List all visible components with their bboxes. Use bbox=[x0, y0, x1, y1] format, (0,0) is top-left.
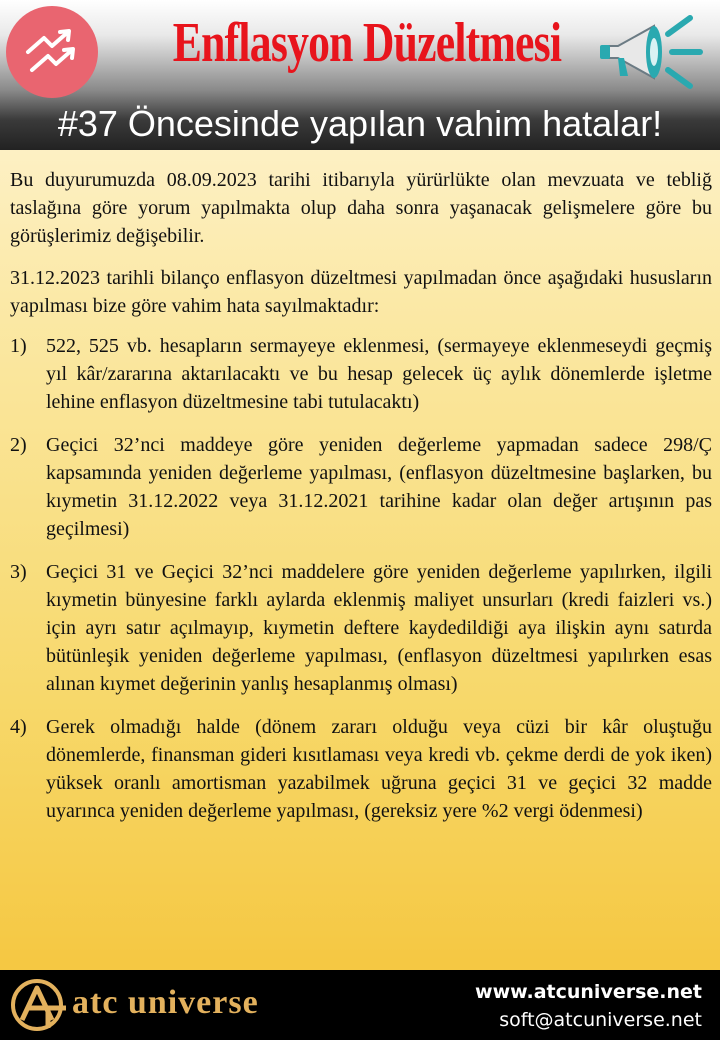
main-content bbox=[10, 166, 712, 840]
list-item bbox=[10, 713, 712, 825]
brand-name: atc universe bbox=[72, 984, 259, 1021]
intro-paragraph: Bu duyurumuzda 08.09.2023 tarihi itibarıyla yürürlükte olan mevzuata ve tebliğ taslağına göre yorum yapılmakta olup daha sonra yaşanacak gelişmelere göre bu görüşlerimiz değişebilir. bbox=[10, 169, 712, 247]
contact-block bbox=[442, 978, 702, 1034]
list-item-text: Gerek olmadığı halde (dönem zararı olduğu veya cüzi bir kâr oluştuğu dönemlerde, finansman gideri kısıtlaması veya kredi vb. çekme derdi de yok iken) yüksek oranlı amortisman yazabilmek uğruna geçici 31 ve geçici 32 madde uyarınca yeniden değerleme yapılması, (gereksiz yere %2 vergi ödenmesi) bbox=[46, 716, 712, 822]
megaphone-icon bbox=[596, 12, 706, 92]
lead-paragraph: 31.12.2023 tarihli bilanço enflasyon düzeltmesi yapılmadan önce aşağıdaki hususların yapılması bize göre vahim hata sayılmaktadır: bbox=[10, 267, 712, 317]
list-item-text: Geçici 32’nci maddeye göre yeniden değerleme yapmadan sadece 298/Ç kapsamında yeniden değerleme yapılması, (enflasyon düzeltmesine başlarken, bu kıymetin 31.12.2022 veya 31.12.2021 tarihine kadar olan değer artışının pas geçilmesi) bbox=[46, 434, 712, 540]
list-item-number: 1) bbox=[10, 335, 27, 357]
list-item bbox=[10, 431, 712, 543]
list-item bbox=[10, 332, 712, 416]
list-item-number: 2) bbox=[10, 434, 27, 456]
page-subtitle: #37 Öncesinde yapılan vahim hatalar! bbox=[57, 103, 663, 144]
footer-bar bbox=[0, 970, 720, 1040]
list-item bbox=[10, 558, 712, 698]
list-item-number: 3) bbox=[10, 561, 27, 583]
atc-logo-icon bbox=[8, 976, 68, 1034]
list-item-text: 522, 525 vb. hesapların sermayeye eklenmesi, (sermayeye eklenmeseydi geçmiş yıl kâr/zararına aktarılacaktı ve bu hesap gelecek üç aylık dönemlerde işletme lehine enflasyon düzeltmesine tabi tutulacaktı) bbox=[46, 335, 712, 413]
list-item-number: 4) bbox=[10, 716, 27, 738]
page-title: Enflasyon Düzeltmesi bbox=[172, 12, 562, 74]
trending-up-icon bbox=[6, 6, 98, 98]
email-link[interactable]: soft@atcuniverse.net bbox=[499, 1009, 702, 1031]
list-item-text: Geçici 31 ve Geçici 32’nci maddelere göre yeniden değerleme yapılırken, ilgili kıymetin bünyesine farklı aylarda eklenmiş maliyet unsurları (kredi faizleri vs.) için ayrı satır açılmayıp, kıymetin deftere kaydedildiği aya ilişkin aynı satırda bütünleşik yeniden değerleme yapılması, (enflasyon düzeltmesi yapılırken esas alınan kıymet değerinin yanlış hesaplanmış olması) bbox=[46, 561, 712, 695]
header-banner bbox=[0, 0, 720, 150]
website-link[interactable]: www.atcuniverse.net bbox=[475, 981, 702, 1003]
